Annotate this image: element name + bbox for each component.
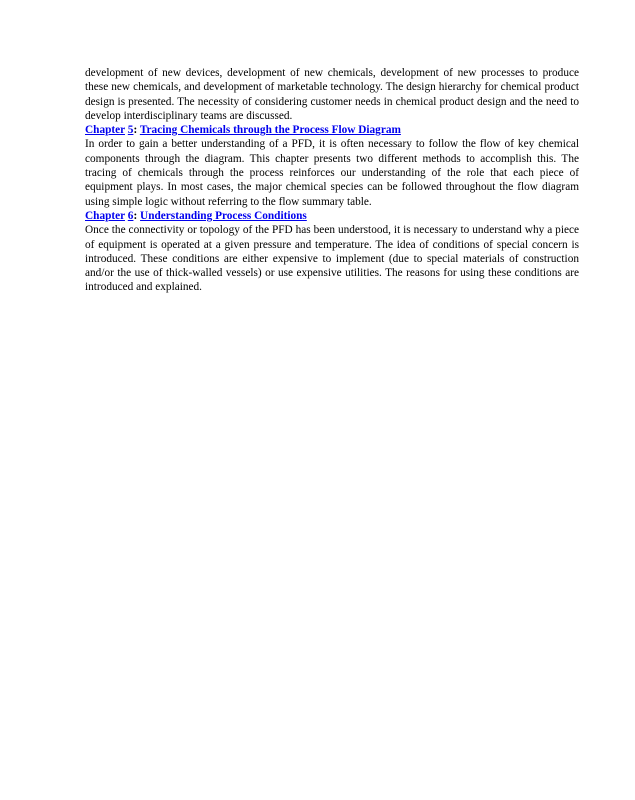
- intro-paragraph: development of new devices, development of new chemicals, development of new processes to produce these new chemicals, and development of marketable technology. The design hierarchy for chemical product design is presented. The necessity of considering customer needs in chemical product design and the need to develop interdisciplinary teams are discussed.: [85, 67, 579, 122]
- chapter-5-title-link[interactable]: Tracing Chemicals through the Process Flow Diagram: [139, 124, 401, 137]
- chapter-6-body: Once the connectivity or topology of the PFD has been understood, it is necessary to understand why a piece of equipment is operated at a given pressure and temperature. The idea of conditions of special concern is introduced. These conditions are either expensive to implement (due to special materials of construction and/or the use of thick-walled vessels) or use expensive utilities. The reasons for using these conditions are introduced and explained.: [85, 224, 579, 294]
- chapter-5-number-link[interactable]: 5: [127, 124, 134, 137]
- chapter-6-separator: :: [133, 209, 138, 222]
- chapter-5-separator: :: [133, 124, 138, 137]
- chapter-5-link[interactable]: Chapter: [85, 124, 125, 137]
- chapter-5-heading: [85, 123, 579, 137]
- chapter-6-link[interactable]: Chapter: [85, 209, 125, 222]
- chapter-6-title-link[interactable]: Understanding Process Conditions: [140, 209, 307, 222]
- document-page: [85, 66, 579, 295]
- chapter-5-body: In order to gain a better understanding of a PFD, it is often necessary to follow the flow of key chemical components through the diagram. This chapter presents two different methods to accomplish this. The tracing of chemicals through the process reinforces our understanding of the role that each piece of equipment plays. In most cases, the major chemical species can be followed throughout the flow diagram using simple logic without referring to the flow summary table.: [85, 138, 579, 208]
- chapter-6-heading: [85, 209, 579, 223]
- chapter-6-number-link[interactable]: 6: [127, 209, 134, 222]
